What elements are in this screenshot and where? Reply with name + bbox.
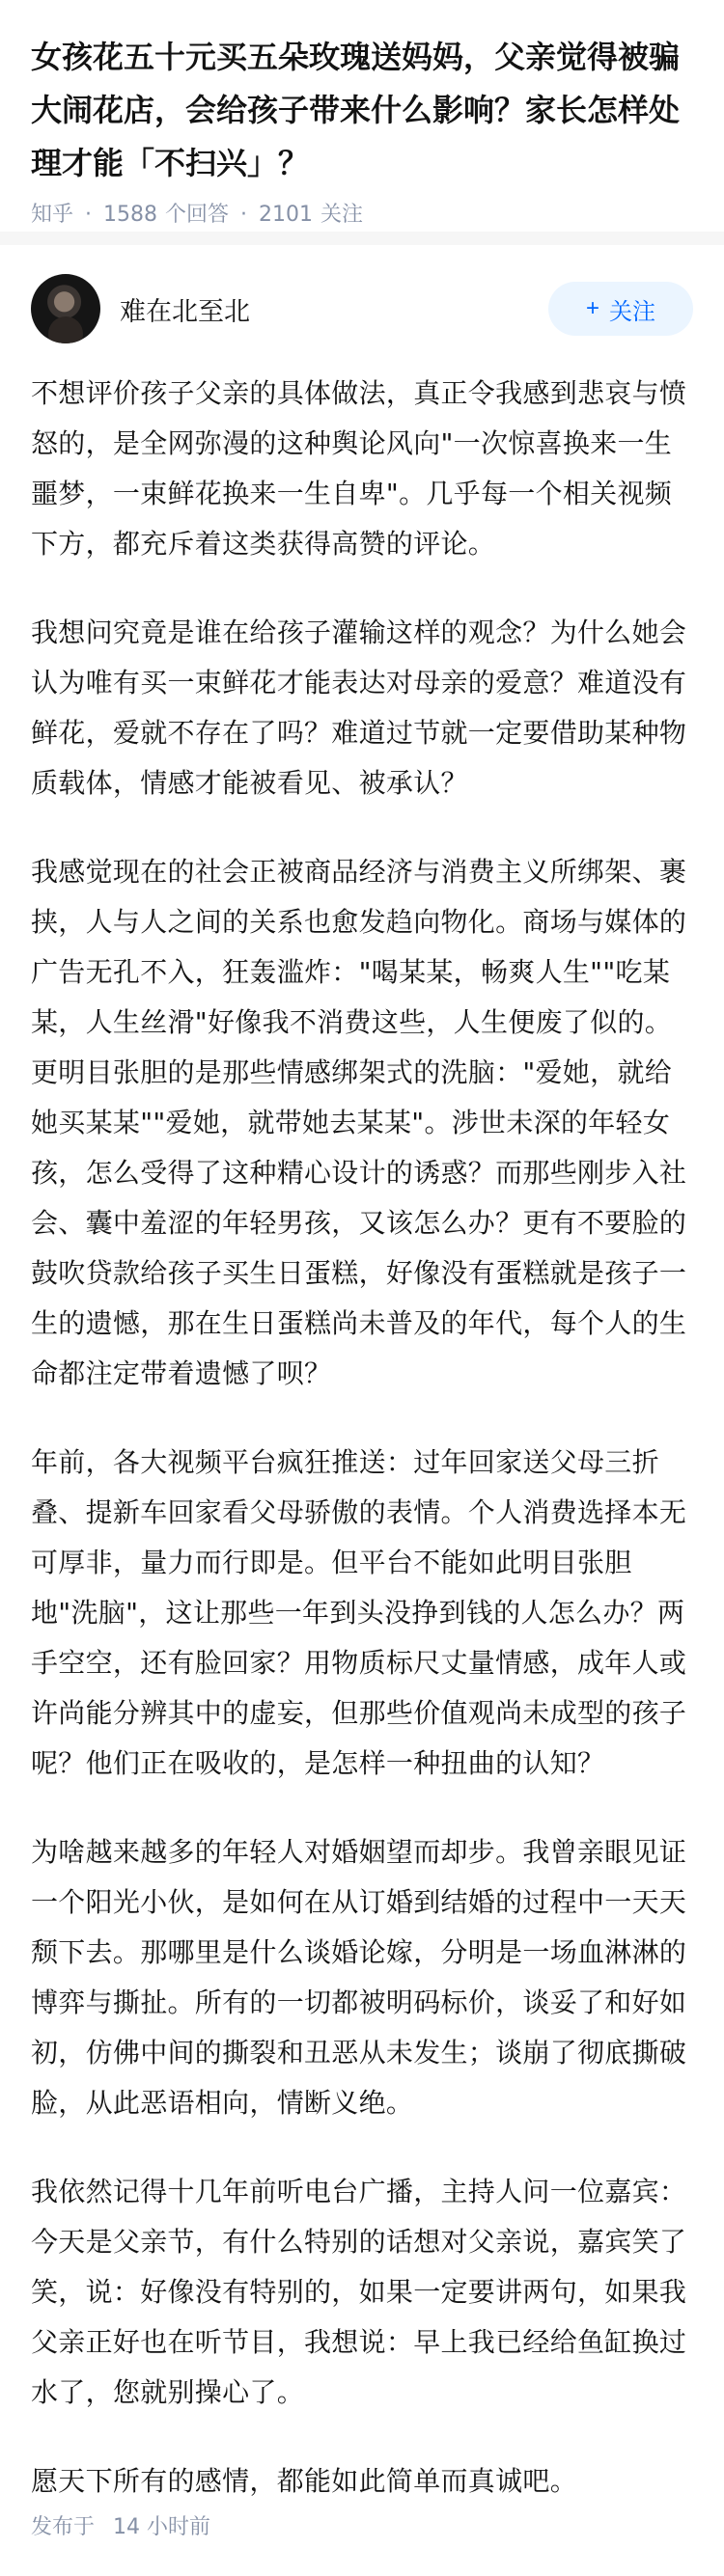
- question-meta: [31, 196, 693, 234]
- author-row: [31, 272, 693, 345]
- answer-paragraph: 为啥越来越多的年轻人对婚姻望而却步。我曾亲眼见证一个阳光小伙，是如何在从订婚到结婚的过程中一天天颓下去。那哪里是什么谈婚论嫁，分明是一场血淋淋的博弈与撕扯。所有的一切都被明码标价，谈妥了和好如初，仿佛中间的撕裂和丑恶从未发生；谈崩了彻底撕破脸，从此恶语相向，情断义绝。: [31, 1836, 687, 2119]
- answer-paragraph: 愿天下所有的感情，都能如此简单而真诚吧。: [31, 2465, 578, 2497]
- plus-icon: +: [585, 295, 599, 321]
- follow-button[interactable]: [548, 282, 693, 336]
- meta-separator: ·: [85, 203, 93, 227]
- answer-content: [31, 369, 697, 2545]
- answer-paragraph: 我感觉现在的社会正被商品经济与消费主义所绑架、裹挟，人与人之间的关系也愈发趋向物化。商场与媒体的广告无孔不入，狂轰滥炸："喝某某，畅爽人生""吃某某，人生丝滑"好像我不消费这些，人生便废了似的。更明目张胆的是那些情感绑架式的洗脑："爱她，就给她买某某""爱她，就带她去某某"。涉世未深的年轻女孩，怎么受得了这种精心设计的诱惑？而那些刚步入社会、囊中羞涩的年轻男孩，又该怎么办？更有不要脸的鼓吹贷款给孩子买生日蛋糕，好像没有蛋糕就是孩子一生的遗憾，那在生日蛋糕尚未普及的年代，每个人的生命都注定带着遗憾了呗？: [31, 856, 687, 1389]
- published-time: 14 小时前: [113, 2515, 211, 2539]
- follow-label: 关注: [609, 298, 655, 325]
- followers-label[interactable]: 关注: [320, 203, 364, 227]
- answer-paragraph: 年前，各大视频平台疯狂推送：过年回家送父母三折叠、提新车回家看父母骄傲的表情。个人消费选择本无可厚非，量力而行即是。但平台不能如此明目张胆地"洗脑"，这让那些一年到头没挣到钱的人怎么办？两手空空，还有脸回家？用物质标尺丈量情感，成年人或许尚能分辨其中的虚妄，但那些价值观尚未成型的孩子呢？他们正在吸收的，是怎样一种扭曲的认知？: [31, 1446, 687, 1779]
- question-title[interactable]: 女孩花五十元买五朵玫瑰送妈妈，父亲觉得被骗大闹花店，会给孩子带来什么影响？家长怎样处理才能「不扫兴」？: [31, 39, 681, 181]
- answer-paragraph: 我依然记得十几年前听电台广播，主持人问一位嘉宾：今天是父亲节，有什么特别的话想对父亲说，嘉宾笑了笑，说：好像没有特别的，如果一定要讲两句，如果我父亲正好也在听节目，我想说：早上我已经给鱼缸换过水了，您就别操心了。: [31, 2176, 687, 2408]
- answer-paragraph: 不想评价孩子父亲的具体做法，真正令我感到悲哀与愤怒的，是全网弥漫的这种舆论风向"一次惊喜换来一生噩梦，一束鲜花换来一生自卑"。几乎每一个相关视频下方，都充斥着这类获得高赞的评论。: [31, 377, 687, 560]
- followers-count[interactable]: 2101: [259, 203, 314, 227]
- section-divider: [0, 232, 724, 245]
- author-name[interactable]: 难在北至北: [120, 296, 250, 327]
- publish-info: [31, 2508, 210, 2547]
- source-label[interactable]: 知乎: [31, 203, 74, 227]
- published-label: 发布于: [31, 2515, 96, 2539]
- avatar[interactable]: [31, 274, 100, 343]
- question-header: [0, 0, 724, 234]
- answer-paragraph: 我想问究竟是谁在给孩子灌输这样的观念？为什么她会认为唯有买一束鲜花才能表达对母亲的爱意？难道没有鲜花，爱就不存在了吗？难道过节就一定要借助某种物质载体，情感才能被看见、被承认？: [31, 617, 687, 799]
- answers-label[interactable]: 个回答: [165, 203, 230, 227]
- answers-count[interactable]: 1588: [103, 203, 158, 227]
- meta-separator: ·: [240, 203, 248, 227]
